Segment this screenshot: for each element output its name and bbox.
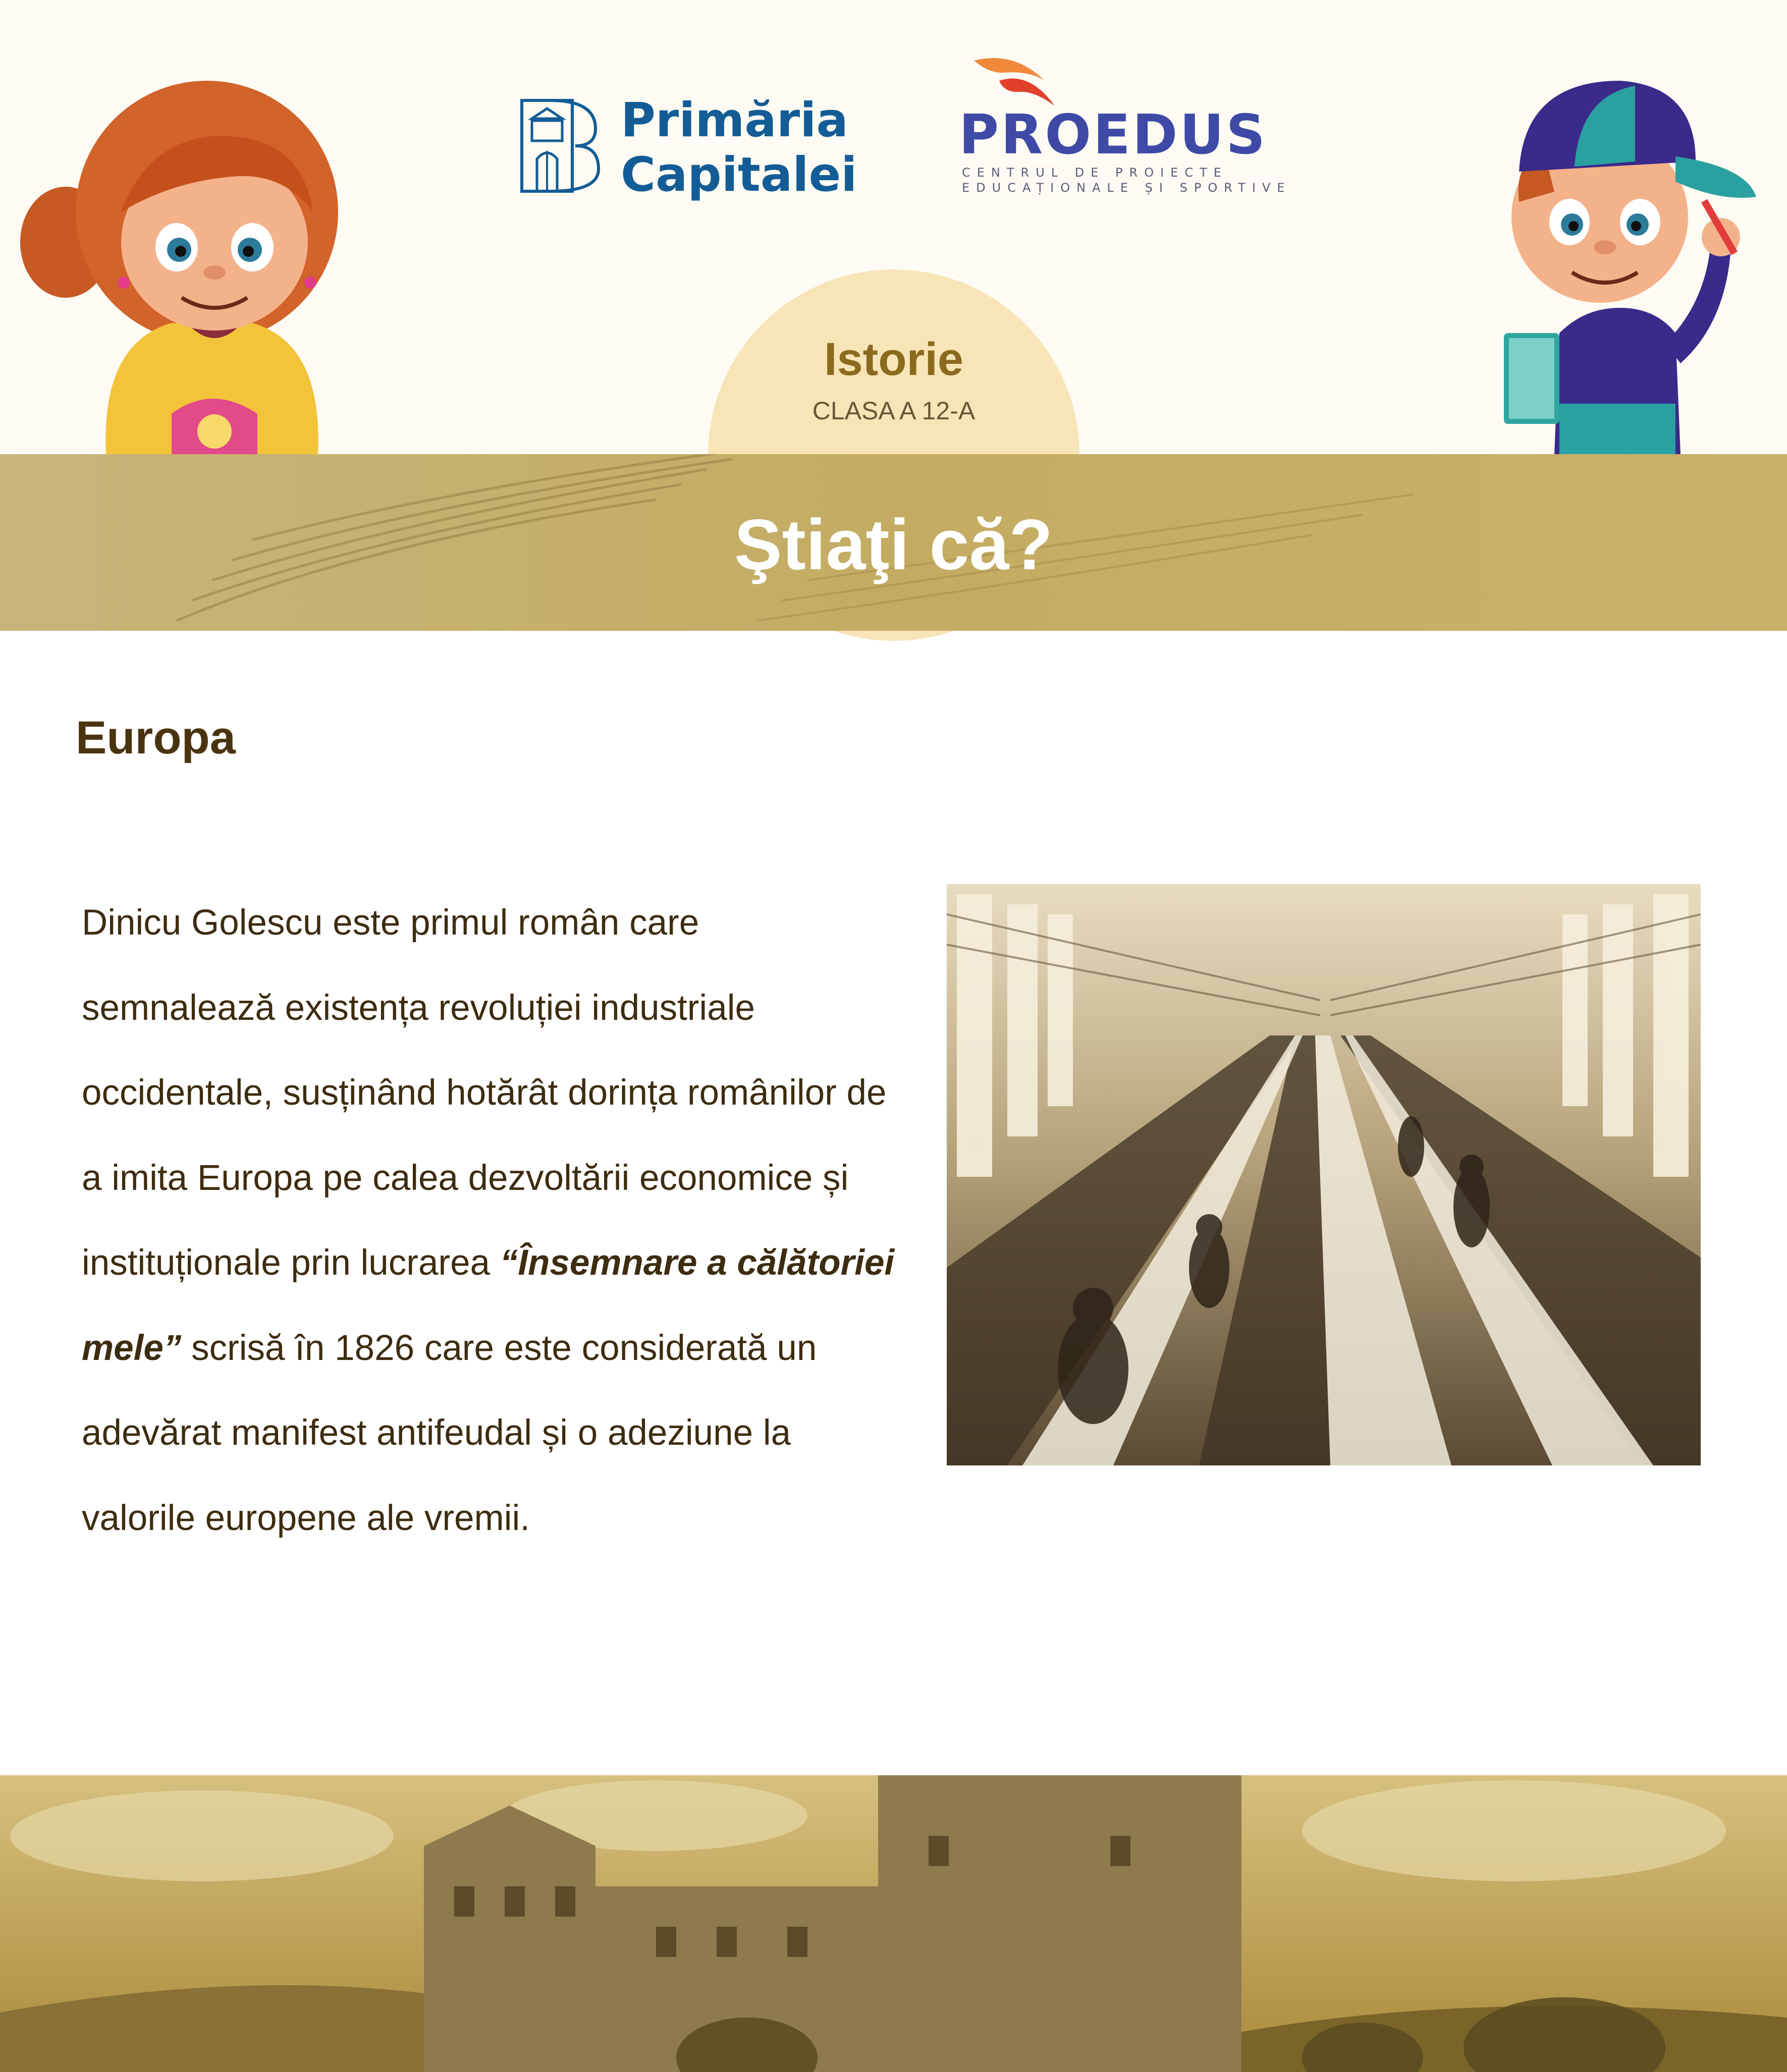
textile-mill-image-icon xyxy=(947,884,1701,1465)
subject-title: Istorie xyxy=(824,334,964,385)
paragraph-part-2: scrisă în 1826 care este considerată un adevărat manifest antifeudal și o adeziune la valorile europene ale vremii. xyxy=(82,1328,817,1538)
body-paragraph xyxy=(82,881,899,1561)
proedus-wordmark: PROEDUS xyxy=(959,103,1268,167)
primaria-building-icon xyxy=(520,98,601,194)
primaria-logo-text xyxy=(621,93,857,202)
class-label: CLASA A 12-A xyxy=(812,397,976,425)
paragraph-part-1: Dinicu Golescu este primul român care semnalează existența revoluției industriale occidentale, susținând hotărât dorința românilor de a imita Europa pe calea dezvoltării economice și instituționale prin lucrarea xyxy=(82,903,887,1283)
section-title: Europa xyxy=(76,712,236,764)
primaria-capitalei-logo xyxy=(520,93,857,204)
proedus-subtitle-1: CENTRUL DE PROIECTE xyxy=(962,166,1228,180)
castle-illustration-icon xyxy=(0,1775,1787,2072)
proedus-logo xyxy=(959,50,1291,202)
book-title-emphasis: “Însemnare a călătoriei mele” xyxy=(82,1243,895,1368)
proedus-subtitle-2: EDUCAȚIONALE ȘI SPORTIVE xyxy=(962,181,1291,195)
girl-mascot-icon xyxy=(20,61,343,454)
castle-footer xyxy=(0,1775,1787,2072)
page-header xyxy=(0,0,1787,454)
industrial-mill-photo xyxy=(947,884,1701,1465)
boy-mascot-icon xyxy=(1484,50,1756,454)
primaria-line1: Primăria xyxy=(621,93,848,148)
banner-title: Ştiaţi că? xyxy=(734,505,1053,585)
proedus-flame-icon xyxy=(969,50,1070,111)
primaria-line2: Capitalei xyxy=(621,147,857,202)
